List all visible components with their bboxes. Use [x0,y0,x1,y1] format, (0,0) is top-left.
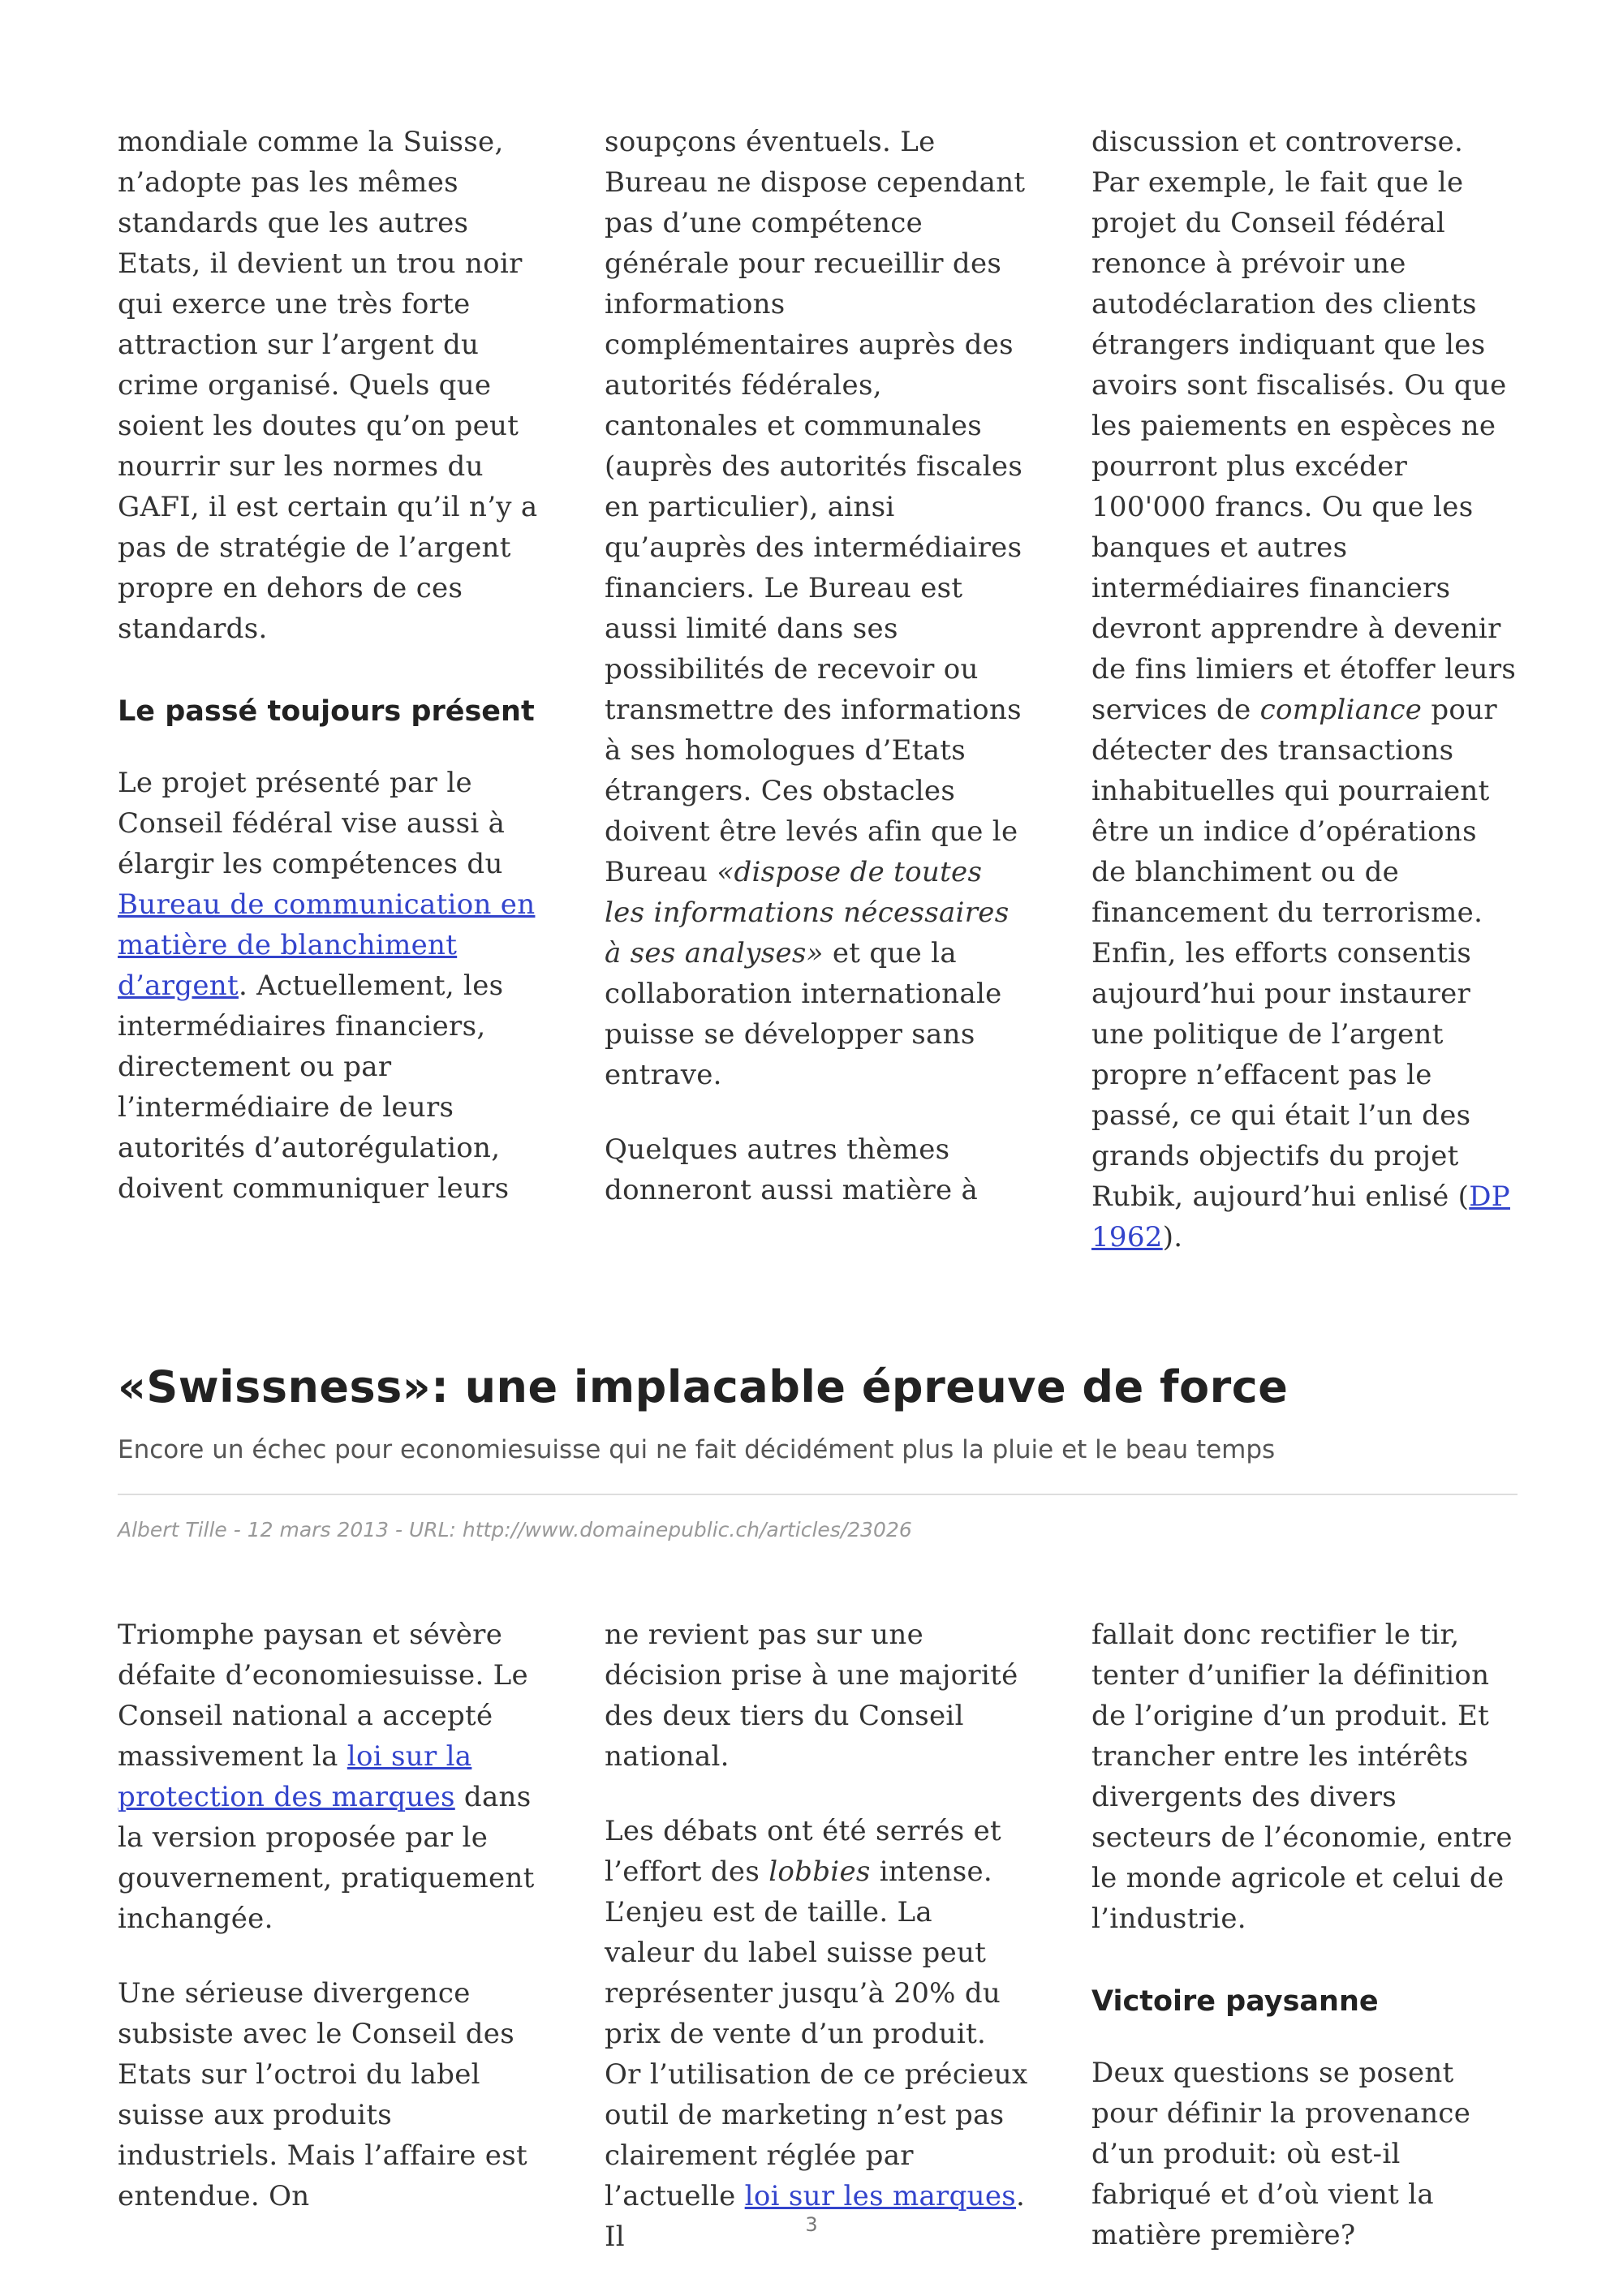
column-3 [1091,1615,1518,2291]
emphasis: lobbies [768,1855,871,1888]
article-title: «Swissness»: une implacable épreuve de force [118,1361,1289,1412]
column-3 [1091,122,1518,1292]
text: et que la collaboration internationale puisse se développer sans entrave. [605,937,1002,1091]
paragraph: mondiale comme la Suisse, n’adopte pas les mêmes standards que les autres Etats, il devient un trou noir qui exerce une très forte attraction sur l’argent du crime organisé. Quels que soient les doutes qu’on peut nourrir sur les normes du GAFI, il est certain qu’il n’y a pas de stratégie de l’argent propre en dehors de ces standards. [118,126,538,645]
text: . Actuellement, les intermédiaires financiers, directement ou par l’intermédiaire de leurs autorités d’autorégulation, doivent communiquer leurs [118,970,510,1205]
text: intense. L’enjeu est de taille. La valeur du label suisse peut représenter jusqu’à 20% du prix de vente d’un produit. Or l’utilisation de ce précieux outil de marketing n’est pas clairement réglée par l’actuelle [605,1855,1028,2212]
column-1 [118,122,544,1292]
article-columns [118,1615,1518,2291]
column-1 [118,1615,544,2291]
link-loi-sur-les-marques[interactable]: loi sur les marques [744,2180,1017,2212]
text: Le projet présenté par le Conseil fédéral vise aussi à élargir les compétences du [118,767,506,880]
text: soupçons éventuels. Le Bureau ne dispose cependant pas d’une compétence générale pour recueillir des informations complémentaires auprès des autorités fédérales, cantonales et communales (auprès des autorités fiscales en particulier), ainsi qu’auprès des intermédiaires financiers. Le Bureau est aussi limité dans ses possibilités de recevoir ou transmettre des informations à ses homologues d’Etats étrangers. Ces obstacles doivent être levés afin que le Bureau [605,126,1026,888]
article-subtitle: Encore un échec pour economiesuisse qui ne fait décidément plus la pluie et le beau temps [118,1435,1276,1464]
column-2 [605,1615,1031,2291]
text: discussion et controverse. Par exemple, le fait que le projet du Conseil fédéral renonce à prévoir une autodéclaration des clients étrangers indiquant que les avoirs sont fiscalisés. Ou que les paiements en espèces ne pourront plus excéder 100'000 francs. Ou que les banques et autres intermédiaires financiers devront apprendre à devenir de fins limiers et étoffer leurs services de [1091,126,1517,726]
section-heading: Victoire paysanne [1091,1985,1379,2018]
article-byline: Albert Tille - 12 mars 2013 - URL: http://www.domainepublic.ch/articles/23026 [118,1518,912,1541]
emphasis: compliance [1259,694,1423,726]
text: ). [1162,1221,1183,1253]
text: Triomphe paysan et sévère défaite d’economiesuisse. Le Conseil national a accepté massivement la [118,1619,528,1773]
page-number: 3 [805,2213,818,2236]
text: pour détecter des transactions inhabituelles qui pourraient être un indice d’opérations de blanchiment ou de financement du terrorisme. Enfin, les efforts consentis aujourd’hui pour instaurer une politique de l’argent propre n’effacent pas le passé, ce qui était l’un des grands objectifs du projet Rubik, aujourd’hui enlisé ( [1091,694,1497,1213]
paragraph: ne revient pas sur une décision prise à une majorité des deux tiers du Conseil national. [605,1619,1018,1773]
paragraph [605,122,1031,1095]
text: dans la version proposée par le gouvernement, pratiquement inchangée. [118,1781,535,1935]
paragraph: Deux questions se posent pour définir la provenance d’un produit: où est-il fabriqué et d’où vient la matière première? [1091,2057,1471,2251]
paragraph [605,1811,1031,2257]
article-header [118,1359,1518,1544]
quote: «dispose de toutes les informations nécessaires à ses analyses» [605,856,1010,970]
paragraph [118,763,544,1209]
link-loi-protection-marques[interactable]: loi sur la protection des marques [118,1740,472,1813]
link-dp-1962[interactable]: DP 1962 [1091,1180,1510,1253]
text: Les débats ont été serrés et l’effort des [605,1815,1001,1888]
paragraph [118,1615,544,1939]
text: . Il [605,2180,1026,2253]
paragraph: fallait donc rectifier le tir, tenter d’unifier la définition de l’origine d’un produit. Et trancher entre les intérêts divergents des divers secteurs de l’économie, entre le monde agricole et celui de l’industrie. [1091,1619,1513,1935]
divider [118,1494,1518,1495]
column-2 [605,122,1031,1292]
section-heading: Le passé toujours présent [118,695,535,728]
paragraph: Une sérieuse divergence subsiste avec le Conseil des Etats sur l’octroi du label suisse aux produits industriels. Mais l’affaire est entendue. On [118,1977,527,2212]
paragraph [1091,122,1518,1258]
previous-article-columns [118,122,1518,1292]
paragraph: Quelques autres thèmes donneront aussi matière à [605,1133,979,1206]
link-bureau-communication[interactable]: Bureau de communication en matière de blanchiment d’argent [118,888,536,1002]
